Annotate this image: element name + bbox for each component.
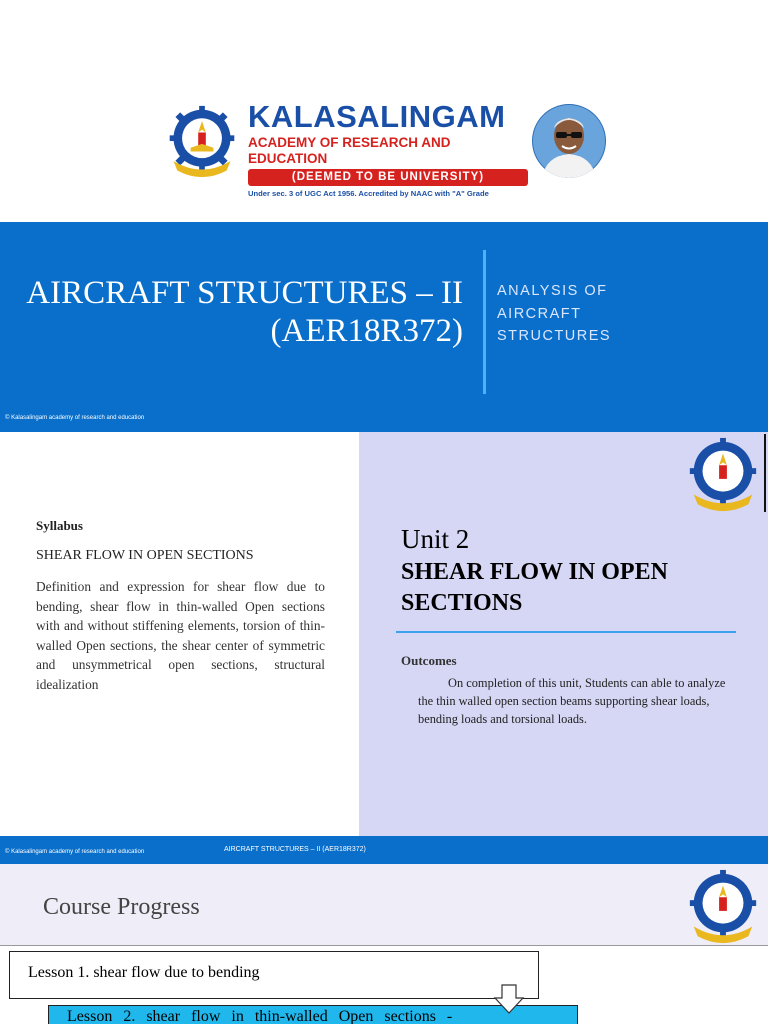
down-arrow-icon	[493, 984, 525, 1014]
university-brand	[248, 100, 532, 198]
university-seal-icon	[164, 104, 240, 180]
progress-title: Course Progress	[43, 894, 200, 920]
copyright-text: © Kalasalingam academy of research and education	[5, 415, 145, 421]
lesson-box-1: Lesson 1. shear flow due to bending	[9, 951, 539, 999]
unit-title: SHEAR FLOW IN OPEN SECTIONS	[401, 559, 668, 616]
lesson-box-2: Lesson 2. shear flow in thin-walled Open sections -	[48, 1005, 578, 1024]
footer-copyright: © Kalasalingam academy of research and education	[5, 849, 145, 855]
brand-accreditation: Under sec. 3 of UGC Act 1956. Accredited by NAAC with "A" Grade	[248, 189, 489, 198]
edge-divider	[764, 434, 766, 512]
brand-deemed-badge: (DEEMED TO BE UNIVERSITY)	[248, 169, 528, 186]
course-title: AIRCRAFT STRUCTURES – II (AER18R372)	[26, 275, 463, 349]
unit-number: Unit 2	[401, 524, 470, 554]
title-band	[0, 222, 768, 432]
unit-rule	[396, 631, 736, 633]
brand-subtitle: ACADEMY OF RESEARCH AND EDUCATION	[248, 135, 451, 166]
brand-name: KALASALINGAM	[248, 99, 506, 134]
footer-course: AIRCRAFT STRUCTURES – II (AER18R372)	[224, 846, 366, 853]
portrait-image	[532, 104, 606, 178]
syllabus-body: Definition and expression for shear flow due to bending, shear flow in thin-walled Open sections with and without stiffening elements, torsion of thin-walled Open sections, the shear center of symmetric and unsymmetrical open sections, structural idealization	[36, 579, 325, 692]
syllabus-heading: SHEAR FLOW IN OPEN SECTIONS	[36, 548, 254, 563]
footer-strip	[0, 836, 768, 864]
university-seal-icon	[684, 436, 762, 514]
outcomes-label: Outcomes	[401, 653, 457, 668]
course-subtitle: ANALYSIS OF AIRCRAFT STRUCTURES	[497, 283, 612, 344]
title-divider	[483, 250, 486, 394]
syllabus-label: Syllabus	[36, 518, 83, 533]
outcomes-body: On completion of this unit, Students can able to analyze the thin walled open section beams supporting shear loads, bending loads and torsional loads.	[418, 676, 726, 726]
university-seal-icon	[684, 868, 762, 946]
